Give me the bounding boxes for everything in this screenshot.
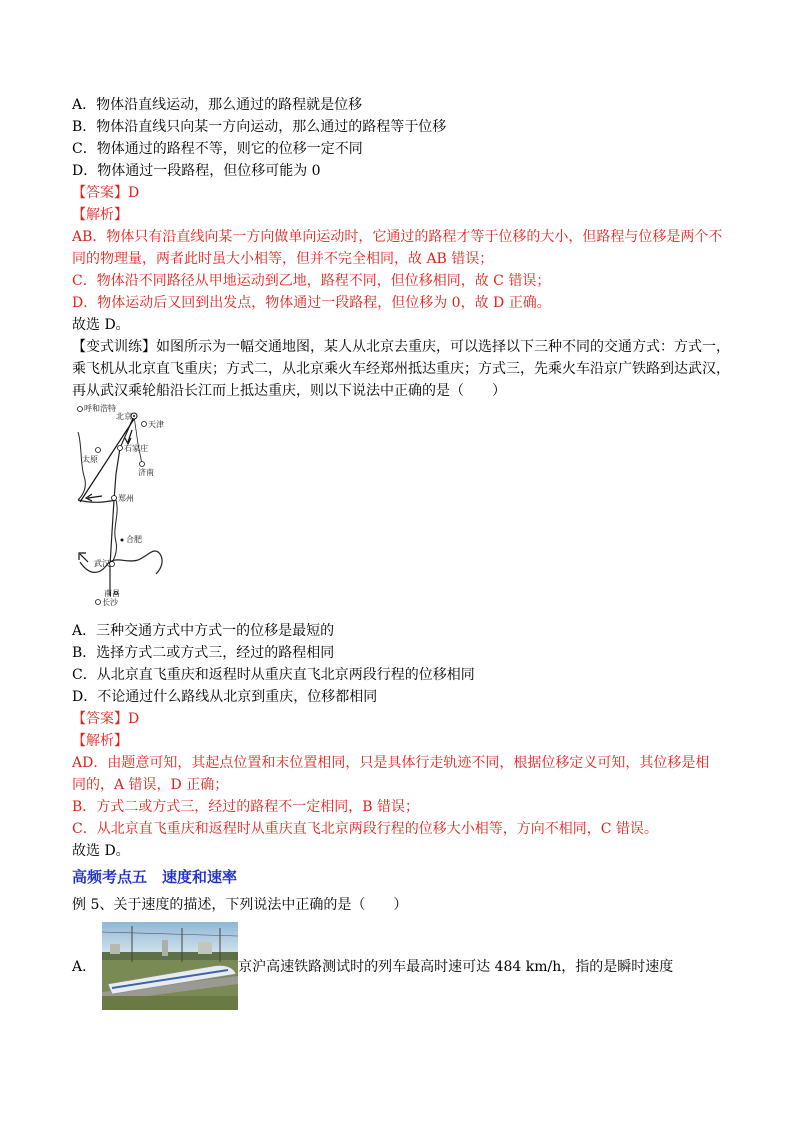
map-label-beijing: 北京: [116, 412, 132, 421]
variant-options: [72, 620, 732, 708]
map-label-zhengzhou: 郑州: [118, 494, 134, 503]
variant-stem-line: 再从武汉乘轮船沿长江而上抵达重庆，则以下说法中正确的是（ ）: [72, 383, 506, 399]
transport-map-graphic: [76, 404, 176, 618]
variant-option-b: B．选择方式二或方式三，经过的路程相同: [72, 645, 335, 661]
map-label-jinan: 济南: [138, 468, 154, 477]
q4-option-c: C．物体通过的路程不等，则它的位移一定不同: [72, 141, 363, 157]
map-label-taiyuan: 太原: [82, 455, 98, 464]
variant-analysis-line: C．从北京直飞重庆和返程时从重庆直飞北京两段行程的位移大小相等，方向不相同，C 错误。: [72, 821, 658, 837]
variant-stem-line: 【变式训练】如图所示为一幅交通地图，某人从北京去重庆，可以选择以下三种不同的交通方式：方式一，: [72, 339, 730, 355]
map-label-nanchang: 南昌: [104, 589, 120, 598]
q4-analysis-line: D．物体运动后又回到出发点，物体通过一段路程，但位移为 0，故 D 正确。: [72, 295, 551, 311]
q4-analysis-line: C．物体沿不同路径从甲地运动到乙地，路程不同，但位移相同，故 C 错误；: [72, 273, 551, 289]
variant-stem-line: 乘飞机从北京直飞重庆；方式二，从北京乘火车经郑州抵达重庆；方式三，先乘火车沿京广铁路到达武汉，: [72, 361, 730, 377]
q4-answer: 【答案】D: [72, 185, 140, 201]
variant-analysis-label: 【解析】: [72, 733, 128, 749]
q4-options: [72, 94, 732, 182]
train-photo: [102, 922, 238, 1010]
variant-conclusion: 故选 D。: [72, 843, 130, 859]
page-content: [72, 94, 732, 1012]
q5-option-a: [72, 920, 732, 1012]
q4-conclusion: 故选 D。: [72, 317, 130, 333]
q4-option-b: B．物体沿直线只向某一方向运动，那么通过的路程等于位移: [72, 119, 447, 135]
variant-analysis-line: B．方式二或方式三，经过的路程不一定相同，B 错误；: [72, 799, 420, 815]
variant-answer: 【答案】D: [72, 711, 140, 727]
q5-option-a-label: A．: [72, 959, 97, 975]
q4-analysis: [72, 226, 732, 314]
q4-option-a: A．物体沿直线运动，那么通过的路程就是位移: [72, 97, 363, 113]
variant-analysis-line: 同的，A 错误，D 正确；: [72, 777, 229, 793]
map-label-wuhan: 武汉: [94, 559, 110, 568]
map-label-hohhot: 呼和浩特: [84, 404, 116, 413]
q5-stem: 例 5、关于速度的描述，下列说法中正确的是（ ）: [72, 897, 408, 913]
map-label-tianjin: 天津: [148, 420, 164, 429]
map-label-shijiazhuang: 石家庄: [124, 444, 148, 453]
variant-option-d: D．不论通过什么路线从北京到重庆，位移都相同: [72, 689, 378, 705]
variant-stem: [72, 336, 732, 402]
q5-option-a-text: 京沪高速铁路测试时的列车最高时速可达 484 km/h，指的是瞬时速度: [238, 959, 674, 975]
variant-option-a: A．三种交通方式中方式一的位移是最短的: [72, 623, 335, 639]
variant-option-c: C．从北京直飞重庆和返程时从重庆直飞北京两段行程的位移相同: [72, 667, 475, 683]
map-label-hefei: 合肥: [126, 535, 142, 544]
variant-analysis: [72, 752, 732, 840]
q4-analysis-line: AB．物体只有沿直线向某一方向做单向运动时，它通过的路程才等于位移的大小，但路程与位移是两个不: [72, 229, 723, 245]
section-heading: 高频考点五 速度和速率: [72, 868, 238, 886]
q4-analysis-line: 同的物理量，两者此时虽大小相等，但并不完全相同，故 AB 错误；: [72, 251, 494, 267]
map-label-changsha: 长沙: [102, 598, 118, 607]
variant-analysis-line: AD．由题意可知，其起点位置和末位置相同，只是具体行走轨迹不同，根据位移定义可知，其位移是相: [72, 755, 710, 771]
transport-map: [76, 404, 176, 618]
q4-analysis-label: 【解析】: [72, 207, 128, 223]
q4-option-d: D．物体通过一段路程，但位移可能为 0: [72, 163, 321, 179]
